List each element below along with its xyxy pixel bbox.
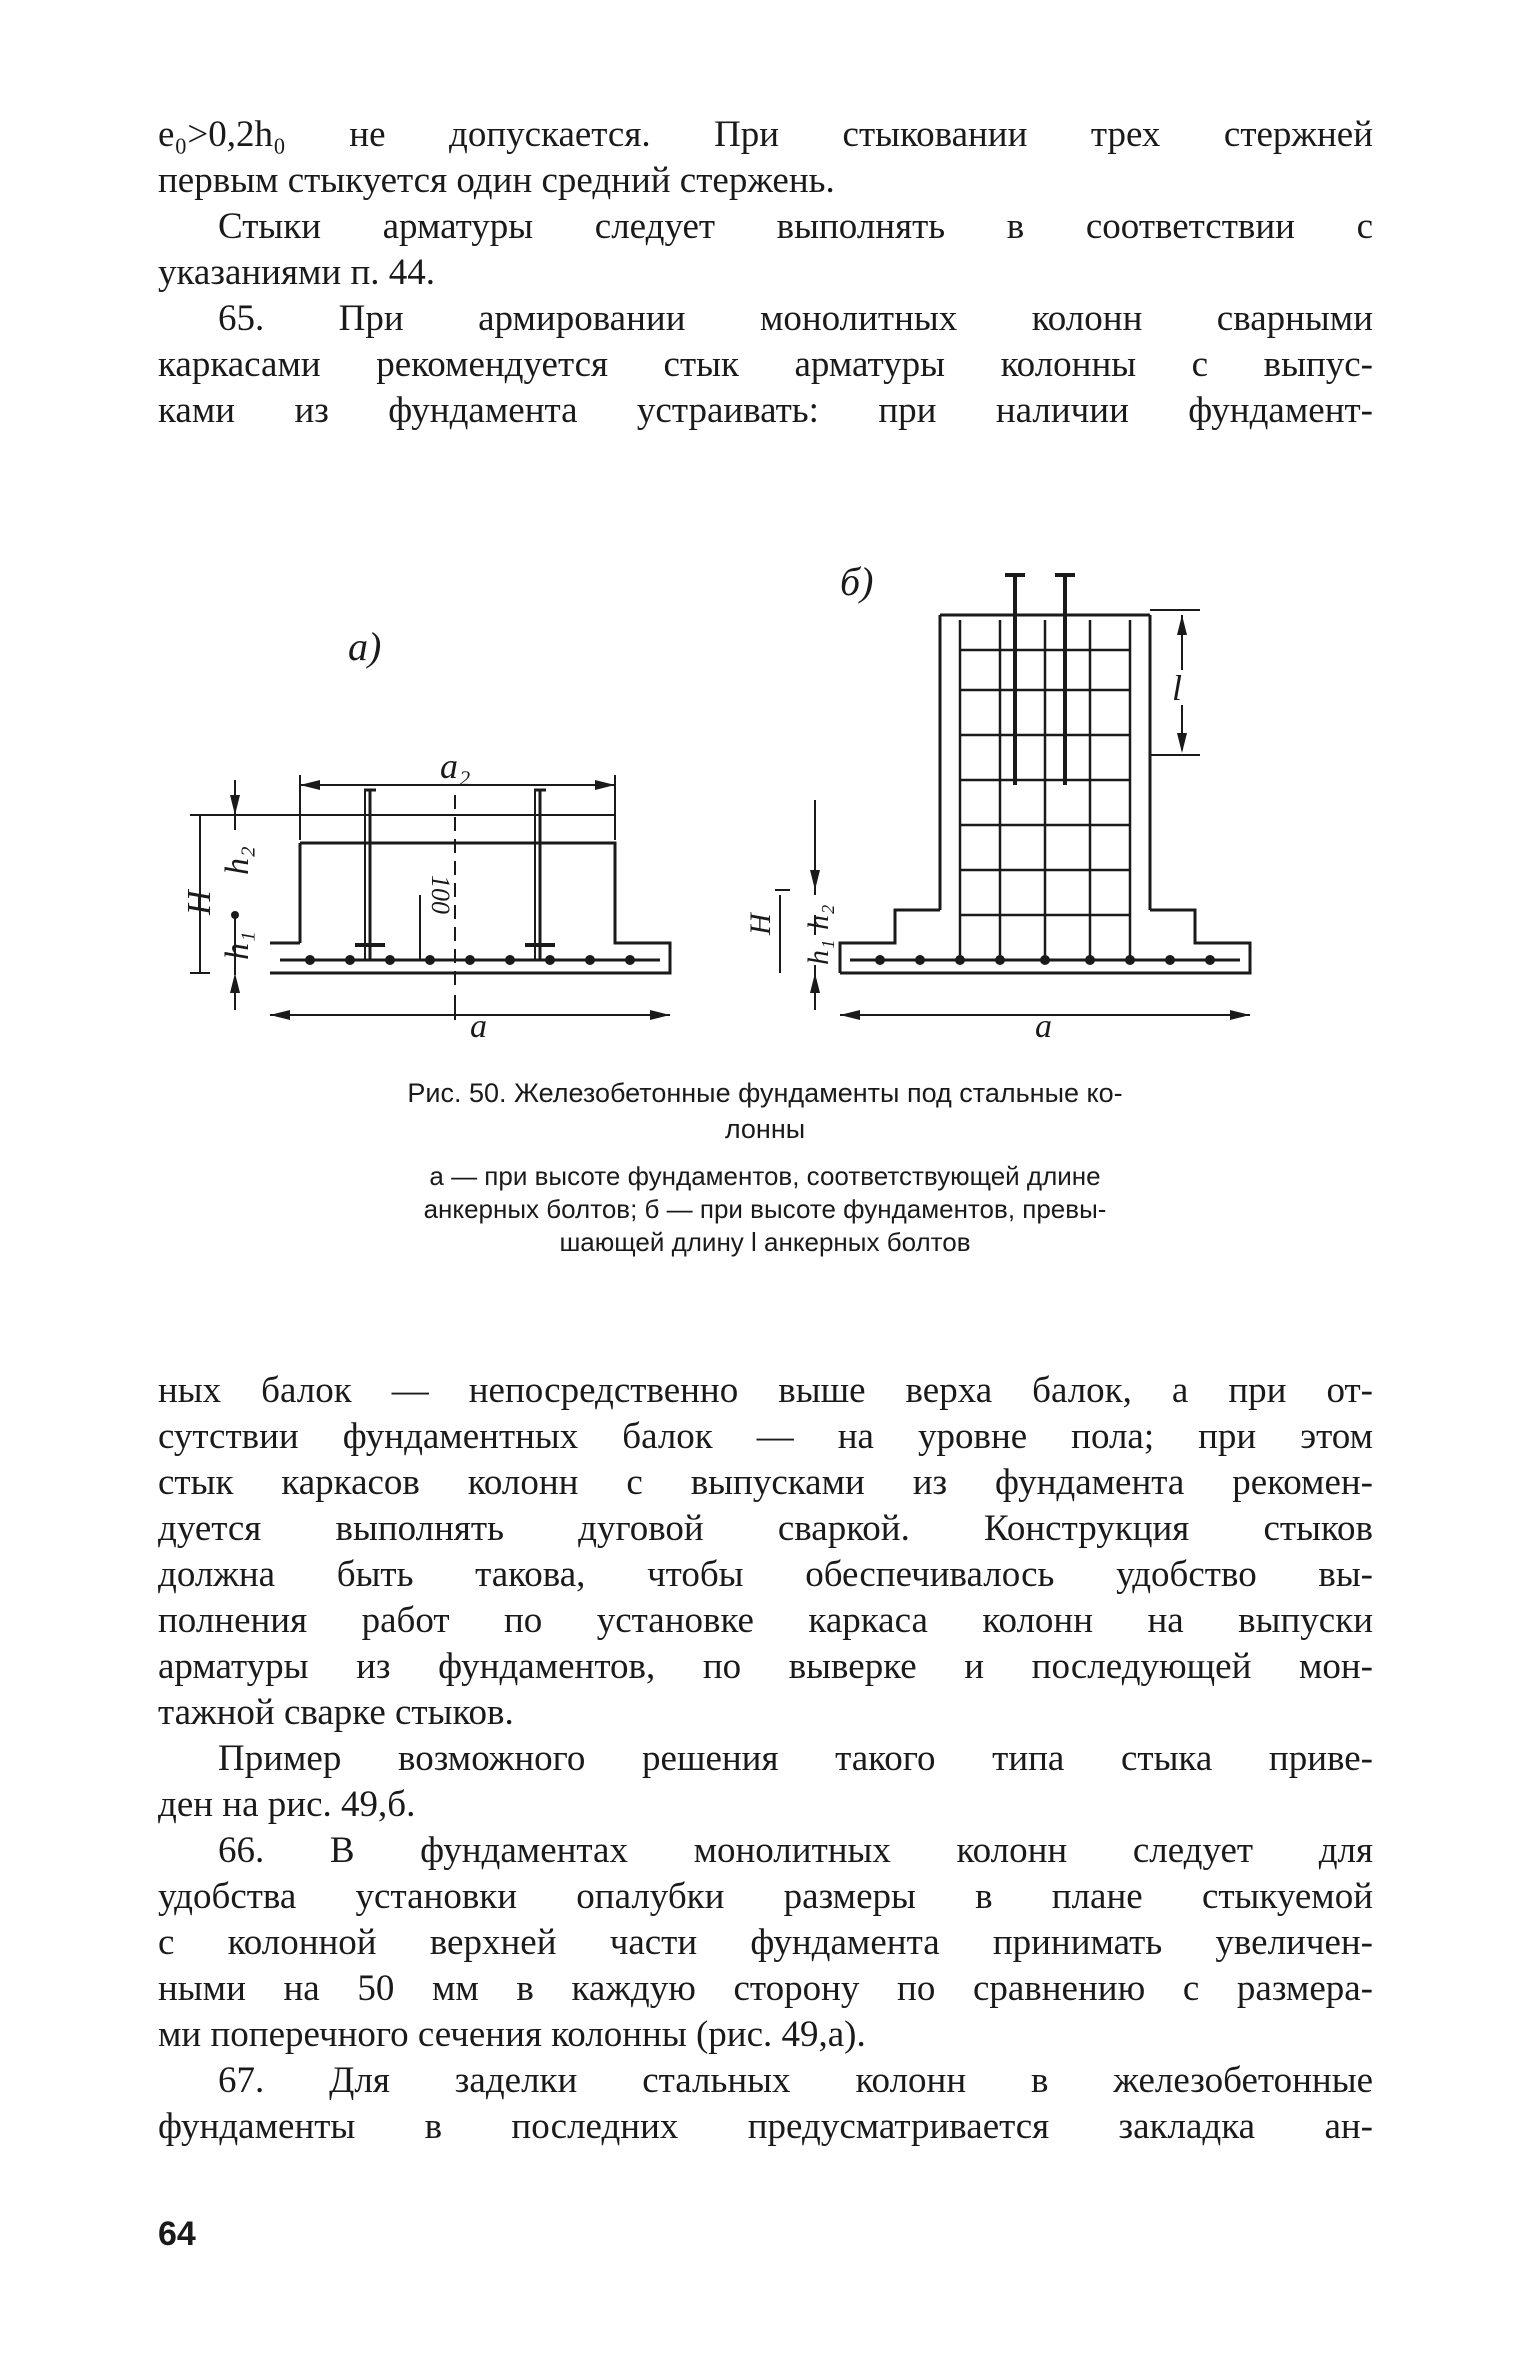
text-line: Стыки арматуры следует выполнять в соответствии с (218, 206, 1373, 247)
figure-caption-title (270, 1075, 1260, 1147)
text-line: сутствии фундаментных балок — на уровне пола; при этом (158, 1416, 1373, 1457)
dim-a2: a₂ (440, 746, 471, 786)
text-line: ден на рис. 49,б. (158, 1784, 416, 1825)
text-line: дуется выполнять дуговой сваркой. Конструкция стыков (158, 1508, 1373, 1549)
caption-line: шающей длину l анкерных болтов (559, 1227, 971, 1257)
text-line: ных балок — непосредственно выше верха балок, а при от- (158, 1370, 1373, 1411)
top-text (158, 112, 1373, 434)
dim-a-a: a (470, 1008, 487, 1045)
caption-line: Рис. 50. Железобетонные фундаменты под стальные ко- (407, 1078, 1123, 1108)
page-number: 64 (158, 2215, 196, 2253)
text-line: указаниями п. 44. (158, 252, 436, 293)
text-line: ми поперечного сечения колонны (рис. 49,а). (158, 2014, 866, 2055)
dim-100: 100 (426, 875, 455, 914)
figure-label-b: б) (840, 559, 874, 604)
figure-caption-desc (270, 1160, 1260, 1259)
dim-H-b: H (744, 913, 777, 935)
text-line: первым стыкуется один средний стержень. (158, 160, 835, 201)
dim-h2-b: h₂ (802, 904, 835, 930)
text-line: 67. Для заделки стальных колонн в железобетонные (218, 2060, 1373, 2101)
dim-l: l (1172, 668, 1183, 708)
text-line: ками из фундамента устраивать: при наличии фундамент- (158, 390, 1373, 431)
text-line: полнения работ по установке каркаса колонн на выпуски (158, 1600, 1373, 1641)
dim-h1-b: h₁ (802, 939, 835, 965)
text-line: 65. При армировании монолитных колонн сварными (218, 298, 1373, 339)
dim-h2-a: h₂ (219, 846, 256, 875)
caption-line: лонны (724, 1114, 806, 1144)
text-line: стык каркасов колонн с выпусками из фундамента рекомен- (158, 1462, 1373, 1503)
figure-label-a: а) (348, 624, 382, 669)
text-line: e₀>0,2h₀ не допускается. При стыковании трех стержней (158, 114, 1373, 155)
text-line: должна быть такова, чтобы обеспечивалось удобство вы- (158, 1554, 1373, 1595)
text-line: удобства установки опалубки размеры в плане стыкуемой (158, 1876, 1373, 1917)
bottom-text (158, 1368, 1373, 2150)
foundation-figure (181, 540, 1280, 1060)
text-line: фундаменты в последних предусматривается закладка ан- (158, 2106, 1373, 2147)
text-line: арматуры из фундаментов, по выверке и последующей мон- (158, 1646, 1373, 1687)
text-line: Пример возможного решения такого типа стыка приве- (218, 1738, 1373, 1779)
caption-line: а — при высоте фундаментов, соответствующей длине (429, 1161, 1101, 1191)
text-line: 66. В фундаментах монолитных колонн следует для (218, 1830, 1373, 1871)
dim-H-a: H (181, 890, 218, 915)
caption-line: анкерных болтов; б — при высоте фундаментов, превы- (423, 1194, 1107, 1224)
dim-a-b: a (1035, 1008, 1052, 1045)
text-line: каркасами рекомендуется стык арматуры колонны с выпус- (158, 344, 1373, 385)
text-line: с колонной верхней части фундамента принимать увеличен- (158, 1922, 1373, 1963)
dim-h1-a: h₁ (219, 931, 256, 960)
text-line: тажной сварке стыков. (158, 1692, 514, 1733)
text-line: ными на 50 мм в каждую сторону по сравнению с размера- (158, 1968, 1373, 2009)
